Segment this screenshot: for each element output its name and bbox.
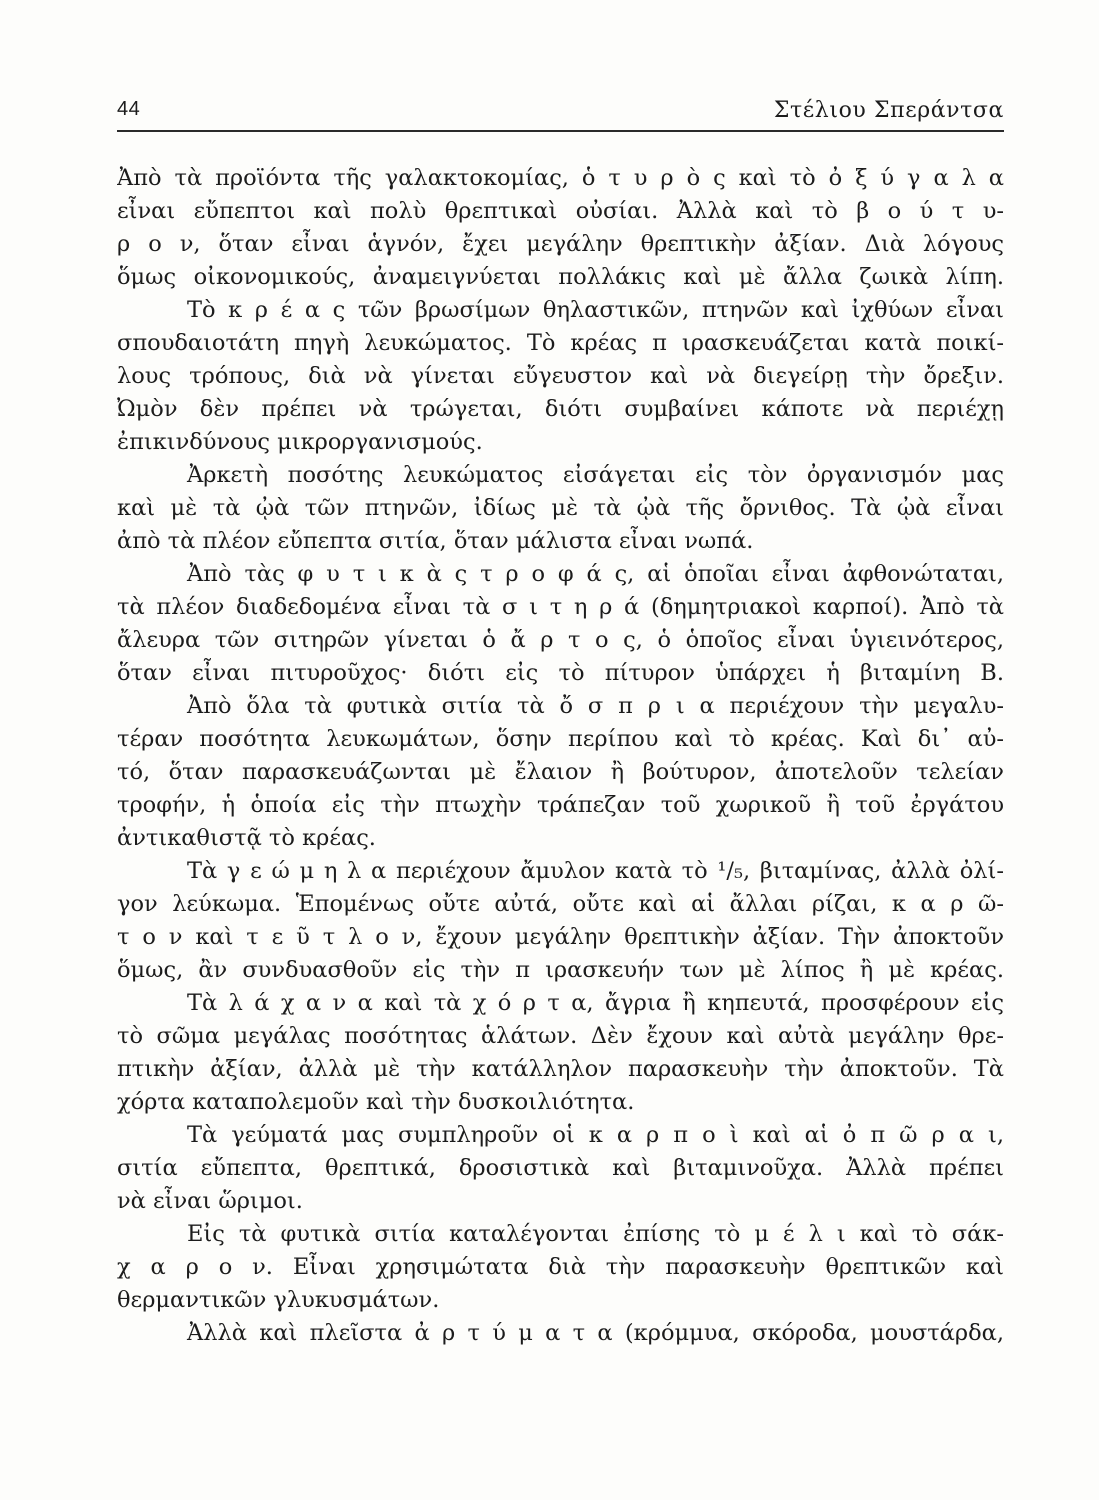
text-line: Ἀπὸ τὰς φ υ τ ι κ ὰ ς τ ρ ο φ ά ς, αἱ ὁποῖαι εἶναι ἀφθονώταται, (187, 561, 1004, 587)
text-line: καὶ μὲ τὰ ᾠὰ τῶν πτηνῶν, ἰδίως μὲ τὰ ᾠὰ τῆς ὄρνιθος. Τὰ ᾠὰ εἶναι (117, 495, 1004, 521)
text-line: νὰ εἶναι ὥριμοι. (117, 1188, 303, 1214)
text-line: ὅμως, ἂν συνδυασθοῦν εἰς τὴν π ιρασκευήν των μὲ λίπος ἢ μὲ κρέας. (117, 957, 1004, 983)
text-line: Τὰ λ ά χ α ν α καὶ τὰ χ ό ρ τ α, ἄγρια ἢ κηπευτά, προσφέρουν εἰς (187, 990, 1004, 1016)
text-line: χ α ρ ο ν. Εἶναι χρησιμώτατα διὰ τὴν παρασκευὴν θρεπτικῶν καὶ (117, 1254, 1004, 1280)
text-line: πτικὴν ἀξίαν, ἀλλὰ μὲ τὴν κατάλληλον παρασκευὴν τὴν ἀποκτοῦν. Τὰ (117, 1056, 1004, 1082)
text-line: Ὠμὸν δὲν πρέπει νὰ τρώγεται, διότι συμβαίνει κάποτε νὰ περιέχῃ (117, 396, 1004, 422)
text-line: εἶναι εὔπεπτοι καὶ πολὺ θρεπτικαὶ οὐσίαι. Ἀλλὰ καὶ τὸ β ο ύ τ υ- (117, 198, 1004, 224)
text-line: σιτία εὔπεπτα, θρεπτικά, δροσιστικὰ καὶ βιταμινοῦχα. Ἀλλὰ πρέπει (117, 1155, 1004, 1181)
text-line: Ἀρκετὴ ποσότης λευκώματος εἰσάγεται εἰς τὸν ὀργανισμόν μας (187, 462, 1004, 488)
text-line: τὸ σῶμα μεγάλας ποσότητας ἁλάτων. Δὲν ἔχουν καὶ αὐτὰ μεγάλην θρε- (117, 1023, 1004, 1049)
text-line: θερμαντικῶν γλυκυσμάτων. (117, 1287, 440, 1313)
text-line: τέραν ποσότητα λευκωμάτων, ὅσην περίπου καὶ τὸ κρέας. Καὶ δι᾽ αὐ- (117, 726, 1004, 752)
running-title: Στέλιου Σπεράντσα (773, 98, 1004, 123)
text-line: Ἀλλὰ καὶ πλεῖστα ἀ ρ τ ύ μ α τ α (κρόμμυα, σκόροδα, μουστάρδα, (187, 1320, 1004, 1346)
text-line: Ἀπὸ ὅλα τὰ φυτικὰ σιτία τὰ ὄ σ π ρ ι α περιέχουν τὴν μεγαλυ- (187, 693, 1004, 719)
text-line: ρ ο ν, ὅταν εἶναι ἁγνόν, ἔχει μεγάλην θρεπτικὴν ἀξίαν. Διὰ λόγους (117, 231, 1004, 257)
text-line: ἀντικαθιστᾷ τὸ κρέας. (117, 825, 376, 851)
text-line: χόρτα καταπολεμοῦν καὶ τὴν δυσκοιλιότητα. (117, 1089, 635, 1115)
text-line: ἐπικινδύνους μικροργανισμούς. (117, 429, 483, 455)
text-line: ἄλευρα τῶν σιτηρῶν γίνεται ὁ ἄ ρ τ ο ς, ὁ ὁποῖος εἶναι ὑγιεινότερος, (117, 627, 1004, 653)
text-line: γον λεύκωμα. Ἑπομένως οὔτε αὐτά, οὔτε καὶ αἱ ἄλλαι ρίζαι, κ α ρ ῶ- (117, 891, 1004, 917)
text-line: σπουδαιοτάτη πηγὴ λευκώματος. Τὸ κρέας π ιρασκευάζεται κατὰ ποικί- (117, 330, 1004, 356)
body-text (117, 162, 1004, 1350)
text-line: Τὸ κ ρ έ α ς τῶν βρωσίμων θηλαστικῶν, πτηνῶν καὶ ἰχθύων εἶναι (187, 297, 1004, 323)
text-line: ἀπὸ τὰ πλέον εὔπεπτα σιτία, ὅταν μάλιστα εἶναι νωπά. (117, 528, 754, 554)
text-line: τὰ πλέον διαδεδομένα εἶναι τὰ σ ι τ η ρ ά (δημητριακοὶ καρποί). Ἀπὸ τὰ (117, 594, 1004, 620)
text-line: Ἀπὸ τὰ προϊόντα τῆς γαλακτοκομίας, ὁ τ υ ρ ὸ ς καὶ τὸ ὀ ξ ύ γ α λ α (117, 165, 1004, 191)
text-line: τ ο ν καὶ τ ε ῦ τ λ ο ν, ἔχουν μεγάλην θρεπτικὴν ἀξίαν. Τὴν ἀποκτοῦν (117, 924, 1004, 950)
text-line: Τὰ γεύματά μας συμπληροῦν οἱ κ α ρ π ο ὶ καὶ αἱ ὀ π ῶ ρ α ι, (187, 1122, 1004, 1148)
text-line: τό, ὅταν παρασκευάζωνται μὲ ἔλαιον ἢ βούτυρον, ἀποτελοῦν τελείαν (117, 759, 1004, 785)
text-line: τροφήν, ἡ ὁποία εἰς τὴν πτωχὴν τράπεζαν τοῦ χωρικοῦ ἢ τοῦ ἐργάτου (117, 792, 1004, 818)
text-line: λους τρόπους, διὰ νὰ γίνεται εὔγευστον καὶ νὰ διεγείρῃ τὴν ὄρεξιν. (117, 363, 1004, 389)
text-line: ὅμως οἰκονομικούς, ἀναμειγνύεται πολλάκις καὶ μὲ ἄλλα ζωικὰ λίπη. (117, 264, 1004, 290)
text-line: ὅταν εἶναι πιτυροῦχος· διότι εἰς τὸ πίτυρον ὑπάρχει ἡ βιταμίνη Β. (117, 660, 1004, 686)
page-header (117, 96, 1004, 132)
page-number: 44 (117, 98, 141, 120)
text-line: Τὰ γ ε ώ μ η λ α περιέχουν ἄμυλον κατὰ τὸ ¹/₅, βιταμίνας, ἀλλὰ ὀλί- (187, 858, 1004, 884)
text-line: Εἰς τὰ φυτικὰ σιτία καταλέγονται ἐπίσης τὸ μ έ λ ι καὶ τὸ σάκ- (187, 1221, 1004, 1247)
header-rule (117, 130, 1004, 132)
